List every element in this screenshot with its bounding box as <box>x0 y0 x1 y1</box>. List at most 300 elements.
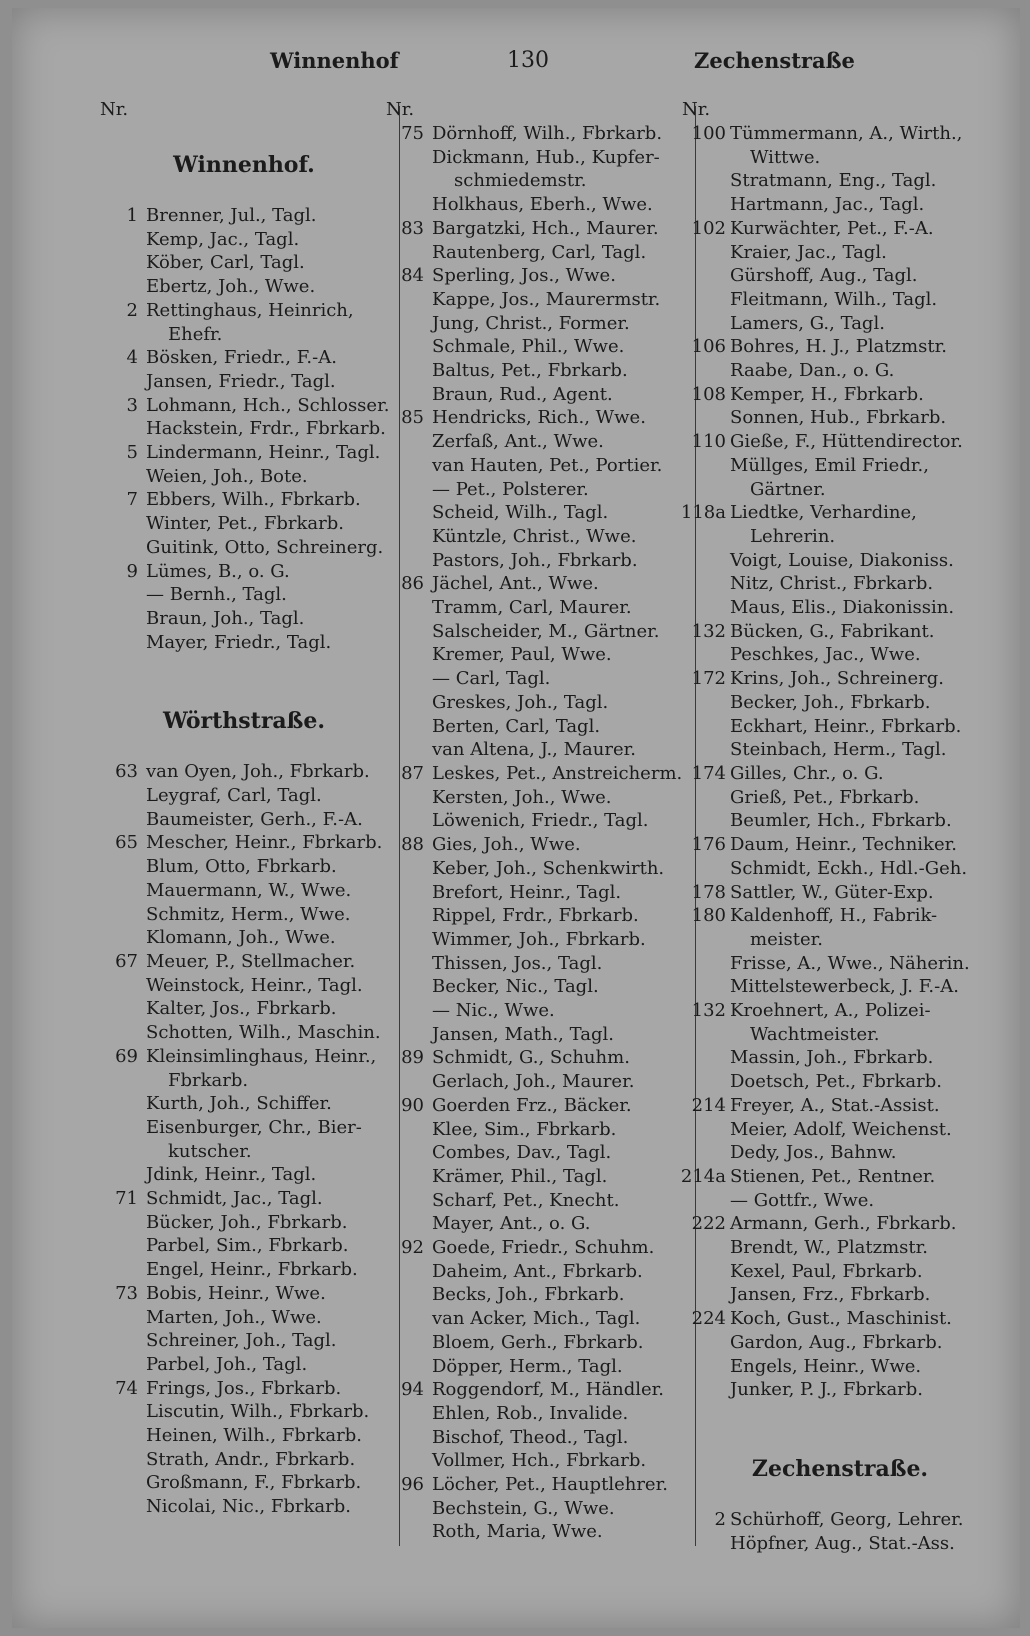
house-number <box>98 1021 146 1045</box>
resident-entry: Koch, Gust., Maschinist. <box>730 1308 952 1330</box>
list-item <box>384 1046 696 1070</box>
resident-entry: Freyer, A., Stat.-Assist. <box>730 1094 940 1116</box>
list-item <box>680 762 1000 786</box>
resident-entry: Combes, Dav., Tagl. <box>432 1142 612 1164</box>
resident-entry: Kaldenhoff, H., Fabrik- <box>730 905 938 927</box>
house-number <box>384 288 432 312</box>
house-number <box>98 1092 146 1116</box>
list-item <box>680 809 1000 833</box>
resident-entry: Salscheider, M., Gärtner. <box>432 620 660 642</box>
resident-entry: Kroehnert, A., Polizei- <box>730 1000 931 1022</box>
list-item <box>680 1046 1000 1070</box>
list-item <box>680 1094 1000 1118</box>
resident-entry: Kemper, H., Fbrkarb. <box>730 383 924 405</box>
house-number: 5 <box>126 442 138 464</box>
house-number <box>384 620 432 644</box>
list-item <box>384 501 696 525</box>
resident-entry: Armann, Gerh., Fbrkarb. <box>730 1213 957 1235</box>
resident-entry-continuation: schmiedemstr. <box>454 170 587 192</box>
list-item <box>384 241 696 265</box>
list-item <box>98 417 390 441</box>
list-item <box>384 833 696 857</box>
list-item <box>680 335 1000 359</box>
resident-entry: Gieße, F., Hüttendirector. <box>730 431 963 453</box>
list-item <box>384 1236 696 1260</box>
resident-entry-continuation: meister. <box>750 928 823 950</box>
house-number: 4 <box>126 347 138 369</box>
list-item <box>680 1378 1000 1402</box>
house-number <box>384 715 432 739</box>
resident-entry: Schürhoff, Georg, Lehrer. <box>730 1508 964 1530</box>
resident-entry: Höpfner, Aug., Stat.-Ass. <box>730 1532 955 1554</box>
house-number <box>680 1355 730 1379</box>
list-item <box>680 1508 1000 1532</box>
list-item <box>384 1426 696 1450</box>
house-number <box>680 454 730 478</box>
house-number <box>680 1283 730 1307</box>
house-number <box>98 1163 146 1187</box>
house-number: 176 <box>691 834 726 856</box>
resident-entry: — Bernh., Tagl. <box>146 584 287 606</box>
list-item <box>384 406 696 430</box>
house-number <box>384 525 432 549</box>
house-number: 100 <box>691 123 726 144</box>
list-item <box>384 975 696 999</box>
list-item <box>384 359 696 383</box>
house-number: 83 <box>401 217 424 239</box>
house-number <box>384 904 432 928</box>
resident-entry: Beumler, Hch., Fbrkarb. <box>730 810 952 832</box>
list-item <box>680 667 1000 691</box>
list-item <box>680 1283 1000 1307</box>
list-item <box>384 193 696 217</box>
list-item <box>384 430 696 454</box>
house-number: 86 <box>401 573 424 595</box>
list-item <box>98 204 390 228</box>
list-item <box>680 952 1000 976</box>
resident-entry: Daum, Heinr., Techniker. <box>730 834 957 856</box>
resident-entry: Bischof, Theod., Tagl. <box>432 1426 629 1448</box>
house-number <box>680 1118 730 1142</box>
house-number <box>384 975 432 999</box>
house-number: 96 <box>401 1474 424 1496</box>
list-item <box>98 1116 390 1140</box>
list-item <box>98 441 390 465</box>
list-item <box>98 275 390 299</box>
house-number <box>680 715 730 739</box>
list-item <box>680 1141 1000 1165</box>
resident-entry: Engel, Heinr., Fbrkarb. <box>146 1259 358 1281</box>
house-number <box>680 241 730 265</box>
directory-page <box>12 8 1020 1628</box>
resident-entry: Greskes, Joh., Tagl. <box>432 691 609 713</box>
list-item <box>384 643 696 667</box>
resident-entry: Liscutin, Wilh., Fbrkarb. <box>146 1401 370 1423</box>
resident-entry: Frisse, A., Wwe., Näherin. <box>730 952 970 974</box>
house-number <box>98 1424 146 1448</box>
house-number: 178 <box>691 881 726 903</box>
list-item <box>98 974 390 998</box>
resident-entry: Becker, Nic., Tagl. <box>432 976 599 998</box>
house-number <box>384 454 432 478</box>
list-item <box>680 1331 1000 1355</box>
list-item <box>384 1283 696 1307</box>
list-item <box>98 1495 390 1519</box>
list-item <box>98 631 390 655</box>
list-item <box>680 1070 1000 1094</box>
house-number <box>680 786 730 810</box>
resident-entry: Tramm, Carl, Maurer. <box>432 597 632 619</box>
house-number <box>680 288 730 312</box>
list-item <box>680 312 1000 336</box>
resident-entry: Bargatzki, Hch., Maurer. <box>432 217 659 239</box>
resident-entry: Steinbach, Herm., Tagl. <box>730 739 947 761</box>
resident-entry: Lohmann, Hch., Schlosser. <box>146 394 390 416</box>
house-number: 90 <box>401 1094 424 1116</box>
list-item <box>680 193 1000 217</box>
list-item <box>384 288 696 312</box>
resident-entry: Gardon, Aug., Fbrkarb. <box>730 1331 943 1353</box>
house-number <box>680 1260 730 1284</box>
resident-entry: Brendt, W., Platzmstr. <box>730 1237 928 1259</box>
list-item <box>98 784 390 808</box>
resident-entry: Fleitmann, Wilh., Tagl. <box>730 288 938 310</box>
list-item <box>98 1258 390 1282</box>
resident-entry: Bobis, Heinr., Wwe. <box>146 1282 326 1304</box>
resident-entry: Schmidt, Eckh., Hdl.-Geh. <box>730 857 968 879</box>
house-number <box>98 370 146 394</box>
house-number <box>98 1116 146 1140</box>
resident-entry: Krins, Joh., Schreinerg. <box>730 668 945 690</box>
resident-entry: Bücken, G., Fabrikant. <box>730 620 935 642</box>
resident-entry: Jdink, Heinr., Tagl. <box>146 1164 317 1186</box>
resident-entry: Mauermann, W., Wwe. <box>146 879 352 901</box>
house-number <box>384 857 432 881</box>
list-item <box>384 881 696 905</box>
house-number <box>384 1283 432 1307</box>
resident-entry: Schotten, Wilh., Maschin. <box>146 1022 381 1044</box>
list-item <box>98 1211 390 1235</box>
house-number: 84 <box>401 265 424 287</box>
house-number <box>384 738 432 762</box>
list-item <box>680 1532 1000 1556</box>
house-number <box>384 1141 432 1165</box>
house-number: 2 <box>126 299 138 321</box>
list-item <box>98 1163 390 1187</box>
street-heading: Winnenhof. <box>173 152 315 178</box>
resident-entry: Leygraf, Carl, Tagl. <box>146 785 322 807</box>
house-number <box>384 335 432 359</box>
house-number <box>98 1471 146 1495</box>
house-number: 73 <box>115 1282 138 1304</box>
resident-entry: Ebertz, Joh., Wwe. <box>146 276 316 298</box>
list-item <box>384 952 696 976</box>
house-number <box>98 631 146 655</box>
resident-entry: Baltus, Pet., Fbrkarb. <box>432 360 628 382</box>
list-item <box>384 146 696 170</box>
list-item <box>680 643 1000 667</box>
resident-entry: Sattler, W., Güter-Exp. <box>730 881 934 903</box>
list-item <box>680 454 1000 478</box>
house-number: 118a <box>680 502 726 524</box>
house-number <box>98 1258 146 1282</box>
resident-entry: Goede, Friedr., Schuhm. <box>432 1237 655 1259</box>
resident-entry: Dedy, Jos., Bahnw. <box>730 1142 897 1164</box>
house-number <box>98 903 146 927</box>
list-item <box>680 359 1000 383</box>
resident-entry: Zerfaß, Ant., Wwe. <box>432 431 604 453</box>
house-number <box>384 667 432 691</box>
house-number <box>98 1234 146 1258</box>
house-number: 1 <box>126 205 138 226</box>
list-item <box>384 1094 696 1118</box>
house-number <box>384 383 432 407</box>
house-number <box>384 478 432 502</box>
running-head-right: Zechenstraße <box>694 48 855 73</box>
list-item <box>384 1165 696 1189</box>
resident-entry: Kexel, Paul, Fbrkarb. <box>730 1260 923 1282</box>
resident-entry: Rettinghaus, Heinrich, <box>146 299 354 321</box>
house-number <box>384 1189 432 1213</box>
house-number: 102 <box>691 217 726 239</box>
resident-entry: Eckhart, Heinr., Fbrkarb. <box>730 715 962 737</box>
list-item <box>680 833 1000 857</box>
list-item <box>384 217 696 241</box>
list-item <box>680 264 1000 288</box>
list-item <box>98 346 390 370</box>
resident-entry: Nitz, Christ., Fbrkarb. <box>730 573 934 595</box>
resident-entry: Keber, Joh., Schenkwirth. <box>432 857 665 879</box>
list-item <box>384 691 696 715</box>
house-number <box>98 228 146 252</box>
resident-entry: Rippel, Frdr., Fbrkarb. <box>432 905 639 927</box>
house-number <box>680 406 730 430</box>
list-item <box>98 1234 390 1258</box>
resident-entry-continuation: Lehrerin. <box>750 525 836 547</box>
house-number: 89 <box>401 1047 424 1069</box>
resident-entry: van Acker, Mich., Tagl. <box>432 1308 641 1330</box>
house-number <box>680 809 730 833</box>
house-number <box>680 1046 730 1070</box>
house-number: 74 <box>115 1377 138 1399</box>
resident-entry: Becks, Joh., Fbrkarb. <box>432 1284 625 1306</box>
resident-entry: Mayer, Ant., o. G. <box>432 1213 591 1235</box>
house-number <box>384 1331 432 1355</box>
resident-entry: Tümmermann, A., Wirth., <box>730 123 963 144</box>
list-item <box>384 312 696 336</box>
list-item <box>384 667 696 691</box>
list-item <box>680 169 1000 193</box>
house-number <box>680 1070 730 1094</box>
column-2 <box>384 98 696 1568</box>
house-number <box>384 928 432 952</box>
resident-entry-continuation: Gärtner. <box>750 478 826 500</box>
house-number <box>680 549 730 573</box>
house-number <box>680 691 730 715</box>
house-number <box>384 643 432 667</box>
resident-entry: Stienen, Pet., Rentner. <box>730 1165 936 1187</box>
resident-entry: Kappe, Jos., Maurermstr. <box>432 288 661 310</box>
resident-entry: Thissen, Jos., Tagl. <box>432 952 603 974</box>
resident-entry: Peschkes, Jac., Wwe. <box>730 644 921 666</box>
list-item <box>384 1260 696 1284</box>
resident-entry: Gürshoff, Aug., Tagl. <box>730 265 918 287</box>
list-item <box>98 1424 390 1448</box>
house-number <box>384 312 432 336</box>
nr-label: Nr. <box>386 99 415 120</box>
house-number: 69 <box>115 1045 138 1067</box>
house-number <box>98 879 146 903</box>
resident-entry: Nicolai, Nic., Fbrkarb. <box>146 1496 351 1518</box>
resident-entry: Massin, Joh., Fbrkarb. <box>730 1047 934 1069</box>
resident-entry: Rautenberg, Carl, Tagl. <box>432 241 647 263</box>
resident-entry: Pastors, Joh., Fbrkarb. <box>432 549 638 571</box>
resident-entry: Meuer, P., Stellmacher. <box>146 950 356 972</box>
house-number <box>384 1426 432 1450</box>
resident-entry: Jansen, Friedr., Tagl. <box>146 370 336 392</box>
resident-entry: Kremer, Paul, Wwe. <box>432 644 612 666</box>
resident-entry: Frings, Jos., Fbrkarb. <box>146 1377 342 1399</box>
house-number <box>384 1307 432 1331</box>
house-number <box>384 1118 432 1142</box>
list-item <box>98 560 390 584</box>
list-item <box>384 1473 696 1497</box>
resident-entry: Brefort, Heinr., Tagl. <box>432 881 622 903</box>
list-item <box>680 572 1000 596</box>
house-number <box>680 572 730 596</box>
house-number: 214a <box>680 1165 726 1187</box>
house-number: 67 <box>115 950 138 972</box>
house-number <box>98 465 146 489</box>
list-item <box>384 1023 696 1047</box>
nr-label: Nr. <box>100 99 129 120</box>
list-item <box>384 1307 696 1331</box>
list-item <box>98 607 390 631</box>
resident-entry: Jansen, Math., Tagl. <box>432 1023 614 1045</box>
resident-entry: Ebbers, Wilh., Fbrkarb. <box>146 489 361 511</box>
resident-entry: Parbel, Joh., Tagl. <box>146 1353 308 1375</box>
list-item <box>680 738 1000 762</box>
list-item <box>384 1141 696 1165</box>
house-number <box>384 809 432 833</box>
resident-entry: Guitink, Otto, Schreinerg. <box>146 536 384 558</box>
resident-entry: Kleinsimlinghaus, Heinr., <box>146 1045 377 1067</box>
house-number <box>98 1306 146 1330</box>
resident-entry: Kurwächter, Pet., F.-A. <box>730 217 934 239</box>
resident-entry: Klomann, Joh., Wwe. <box>146 927 336 949</box>
resident-entry: Raabe, Dan., o. G. <box>730 360 895 382</box>
house-number <box>98 275 146 299</box>
house-number <box>680 596 730 620</box>
resident-entry: Hartmann, Jac., Tagl. <box>730 194 925 216</box>
resident-entry: Roth, Maria, Wwe. <box>432 1521 603 1543</box>
house-number <box>98 784 146 808</box>
house-number <box>98 1353 146 1377</box>
list-item <box>384 904 696 928</box>
list-item <box>384 738 696 762</box>
house-number <box>680 1236 730 1260</box>
house-number <box>98 1448 146 1472</box>
resident-entry: Engels, Heinr., Wwe. <box>730 1355 922 1377</box>
house-number <box>98 251 146 275</box>
resident-entry: Bechstein, G., Wwe. <box>432 1497 615 1519</box>
resident-entry: Heinen, Wilh., Fbrkarb. <box>146 1425 362 1447</box>
resident-entry: Junker, P. J., Fbrkarb. <box>730 1379 924 1401</box>
list-item <box>98 1400 390 1424</box>
list-item <box>384 1212 696 1236</box>
resident-entry: Strath, Andr., Fbrkarb. <box>146 1448 356 1470</box>
house-number <box>98 512 146 536</box>
column-1 <box>98 98 390 1568</box>
resident-entry: Marten, Joh., Wwe. <box>146 1306 322 1328</box>
house-number: 92 <box>401 1237 424 1259</box>
house-number: 180 <box>691 905 726 927</box>
list-item <box>98 1329 390 1353</box>
house-number <box>680 193 730 217</box>
resident-entry-continuation: Wachtmeister. <box>750 1023 880 1045</box>
house-number: 222 <box>691 1213 726 1235</box>
resident-entry: Küntzle, Christ., Wwe. <box>432 525 637 547</box>
house-number <box>384 596 432 620</box>
resident-entry: Lamers, G., Tagl. <box>730 312 885 334</box>
list-item <box>680 383 1000 407</box>
list-item <box>384 809 696 833</box>
resident-entry: Doetsch, Pet., Fbrkarb. <box>730 1071 942 1093</box>
house-number <box>384 1260 432 1284</box>
resident-entry: Meier, Adolf, Weichenst. <box>730 1118 952 1140</box>
house-number <box>98 974 146 998</box>
list-item <box>680 1307 1000 1331</box>
list-item <box>384 478 696 502</box>
resident-entry: Hendricks, Rich., Wwe. <box>432 407 646 429</box>
resident-entry: Holkhaus, Eberh., Wwe. <box>432 194 653 216</box>
resident-entry: Köber, Carl, Tagl. <box>146 252 305 274</box>
resident-entry: van Oyen, Joh., Fbrkarb. <box>146 761 370 783</box>
list-item <box>680 288 1000 312</box>
resident-entry: Kalter, Jos., Fbrkarb. <box>146 998 337 1020</box>
list-item <box>384 1355 696 1379</box>
resident-entry: Maus, Elis., Diakonissin. <box>730 597 955 619</box>
resident-entry: Becker, Joh., Fbrkarb. <box>730 691 931 713</box>
resident-entry: Schmale, Phil., Wwe. <box>432 336 625 358</box>
resident-entry: Gilles, Chr., o. G. <box>730 762 884 784</box>
list-item <box>98 465 390 489</box>
resident-entry: Kraier, Jac., Tagl. <box>730 241 887 263</box>
list-item <box>98 536 390 560</box>
resident-entry: Scheid, Wilh., Tagl. <box>432 502 609 524</box>
house-number <box>680 857 730 881</box>
house-number <box>680 312 730 336</box>
resident-entry: Mayer, Friedr., Tagl. <box>146 631 332 653</box>
house-number <box>98 536 146 560</box>
list-item <box>384 549 696 573</box>
house-number <box>98 1495 146 1519</box>
list-item <box>98 879 390 903</box>
list-item <box>98 997 390 1021</box>
resident-entry-continuation: Wittwe. <box>750 146 821 168</box>
resident-entry: Jung, Christ., Former. <box>432 312 630 334</box>
house-number: 214 <box>691 1094 726 1116</box>
list-item <box>98 926 390 950</box>
house-number <box>98 926 146 950</box>
list-item <box>98 1045 390 1069</box>
resident-entry: Schmitz, Herm., Wwe. <box>146 903 351 925</box>
running-head-left: Winnenhof <box>270 48 399 73</box>
resident-entry: Gies, Joh., Wwe. <box>432 834 581 856</box>
resident-entry: Weien, Joh., Bote. <box>146 465 308 487</box>
list-item <box>98 760 390 784</box>
resident-entry: Gerlach, Joh., Maurer. <box>432 1071 635 1093</box>
